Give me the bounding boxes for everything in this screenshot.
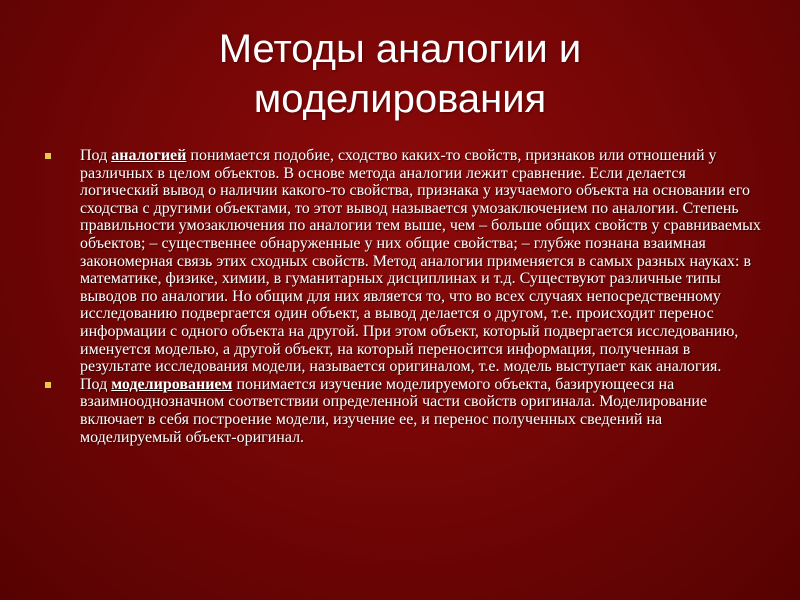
bullet-text-before: Под	[80, 147, 112, 164]
bullet-list	[44, 147, 762, 446]
term-analogy: аналогией	[111, 147, 187, 164]
slide-title	[40, 24, 760, 124]
bullet-modeling	[44, 376, 762, 446]
bullet-text-after: понимается изучение моделируемого объекта, базирующееся на взаимнооднозначном соответствии определенной части свойств оригинала. Моделирование включает в себя построение модели, изучение ее, и перенос полученных сведений на моделируемый объект-оригинал.	[80, 375, 708, 446]
bullet-text-after: понимается подобие, сходство каких-то свойств, признаков или отношений у различных в целом объектов. В основе метода аналогии лежит сравнение. Если делается логический вывод о наличии какого-то свойства, признака у изучаемого объекта на основании его сходства с другими объектами, то этот вывод называется умозаключением по аналогии. Степень правильности умозаключения по аналогии тем выше, чем – больше общих свойств у сравниваемых объектов; – существеннее обнаруженные у них общие свойства; – глубже познана взаимная закономерная связь этих сходных свойств. Метод аналогии применяется в самых разных науках: в математике, физике, химии, в гуманитарных дисциплинах и т.д. Существуют различные типы выводов по аналогии. Но общим для них является то, что во всех случаях непосредственному исследованию подвергается один объект, а вывод делается о другом, т.е. происходит перенос информации с одного объекта на другой. При этом объект, который подвергается исследованию, именуется моделью, а другой объект, на который переносится информация, полученная в результате исследования модели, называется оригиналом, т.е. модель выступает как аналогия.	[80, 147, 761, 376]
square-bullet-icon	[45, 153, 51, 159]
bullet-analogy	[44, 147, 762, 376]
bullet-text-before: Под	[80, 375, 112, 393]
square-bullet-icon	[45, 382, 51, 388]
slide-title-line-2: моделирования	[253, 77, 547, 121]
slide-title-line-1: Методы аналогии и	[218, 27, 582, 71]
term-modeling: моделированием	[111, 375, 233, 393]
